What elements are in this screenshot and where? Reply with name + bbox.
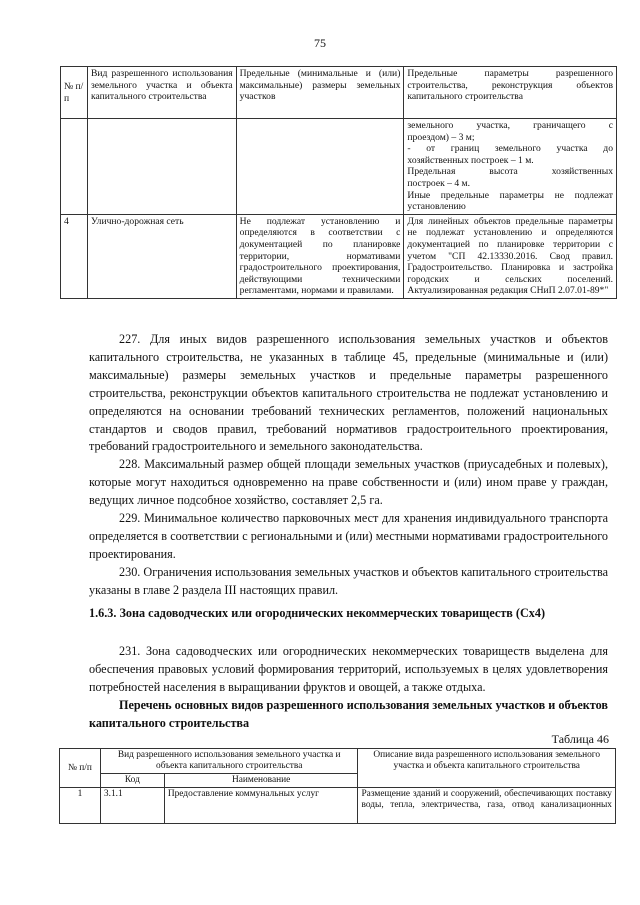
text-line: хозяйственных построек – 1 м. bbox=[407, 154, 534, 166]
section-heading: 1.6.3. Зона садоводческих или огороднических некоммерческих товариществ (Сх4) bbox=[89, 606, 546, 620]
paragraph-231 bbox=[89, 643, 608, 697]
cell-description: Размещение зданий и сооружений, обеспечивающих поставку воды, тепла, электричества, газа, отвод канализационных bbox=[358, 788, 616, 824]
paragraph-text: 231. Зона садоводческих или огороднических некоммерческих товариществ выделена для обеспечения правовых условий формирования территорий, используемых в целях удовлетворения потребностей населения в выращивании фруктов и овощей, а также отдыха. bbox=[89, 644, 608, 694]
table-caption: Таблица 46 bbox=[551, 732, 609, 746]
table-header-row bbox=[60, 749, 616, 774]
text-line: - от границ земельного участка до bbox=[407, 143, 613, 155]
paragraph-227 bbox=[89, 331, 608, 456]
paragraph-text: 227. Для иных видов разрешенного использования земельных участков и объектов капитального строительства, не указанных в таблице 45, предельные (минимальные и (или) максимальные) размеры земельных участков и предельные параметры разрешенного строительства, реконструкции объектов капитального строительства не подлежат установлению и определяются на основании требований технических регламентов, положений национальных стандартов и сводов правил, требований нормативов градостроительного проектирования, требований градостроительного и земельного законодательства. bbox=[89, 332, 608, 454]
table-46 bbox=[59, 748, 616, 824]
paragraph-text: 229. Минимальное количество парковочных мест для хранения индивидуального транспорта определяется в соответствии с региональными и (или) местными нормативами градостроительного проектирования. bbox=[89, 511, 608, 561]
header-number: № п/п bbox=[60, 749, 101, 788]
page-number: 75 bbox=[314, 36, 326, 50]
cell-number: 4 bbox=[61, 214, 88, 298]
cell-name: Предоставление коммунальных услуг bbox=[164, 788, 358, 824]
cell-empty bbox=[236, 119, 404, 215]
table-row-4 bbox=[61, 214, 617, 298]
paragraph-text: 230. Ограничения использования земельных участков и объектов капитального строительства указаны в главе 2 раздела III настоящих правил. bbox=[89, 565, 608, 597]
cell-empty bbox=[87, 119, 236, 215]
header-code: Код bbox=[100, 774, 164, 788]
cell-code: 3.1.1 bbox=[100, 788, 164, 824]
header-kind: Вид разрешенного использования земельного участка и объекта капитального строительства bbox=[87, 67, 236, 119]
header-number-text: № п/п bbox=[64, 80, 84, 104]
text-line: Иные предельные параметры не подлежат bbox=[407, 189, 613, 201]
paragraph-230 bbox=[89, 564, 608, 600]
header-sizes: Предельные (минимальные и (или) максимальные) размеры земельных участков bbox=[236, 67, 404, 119]
text-line: проездом) – 3 м; bbox=[407, 131, 475, 143]
header-name: Наименование bbox=[164, 774, 358, 788]
cell-params-continuation bbox=[404, 119, 617, 215]
header-description: Описание вида разрешенного использования земельного участка и объекта капитального строительства bbox=[358, 749, 616, 788]
header-params: Предельные параметры разрешенного строительства, реконструкция объектов капитального строительства bbox=[404, 67, 617, 119]
cell-kind: Улично-дорожная сеть bbox=[87, 214, 236, 298]
text-line: Предельная высота хозяйственных bbox=[407, 166, 613, 178]
cell-params: Для линейных объектов предельные параметры не подлежат установлению и определяются документацией по планировке территории с учетом "СП 42.13330.2016. Свод правил. Градостроительство. Планировка и застройка городских и сельских поселений. Актуализированная редакция СНиП 2.07.01-89*" bbox=[404, 214, 617, 298]
paragraph-229 bbox=[89, 510, 608, 564]
header-kind: Вид разрешенного использования земельного участка и объекта капитального строительства bbox=[100, 749, 358, 774]
list-heading bbox=[89, 697, 608, 733]
header-number bbox=[61, 67, 88, 119]
text-line: установлению bbox=[407, 201, 466, 213]
text-line: построек – 4 м. bbox=[407, 177, 471, 189]
paragraph-228 bbox=[89, 456, 608, 510]
table-header-row bbox=[61, 67, 617, 119]
paragraph-text: 228. Максимальный размер общей площади земельных участков (приусадебных и полевых), которые могут находиться одновременно на праве собственности и (или) ином праве у граждан, ведущих личное подсобное хозяйство, составляет 2,5 га. bbox=[89, 457, 608, 507]
cell-sizes: Не подлежат установлению и определяются в соответствии с документацией по планировке территории, нормативами градостроительного проектирования, действующими техническими регламентами, нормами и правилами. bbox=[236, 214, 404, 298]
table-row-continuation bbox=[61, 119, 617, 215]
table-row-1 bbox=[60, 788, 616, 824]
cell-empty bbox=[61, 119, 88, 215]
list-heading-text: Перечень основных видов разрешенного использования земельных участков и объектов капитального строительства bbox=[89, 698, 608, 730]
cell-number: 1 bbox=[60, 788, 101, 824]
table-45-continuation bbox=[60, 66, 617, 299]
text-line: земельного участка, граничащего с bbox=[407, 120, 613, 131]
